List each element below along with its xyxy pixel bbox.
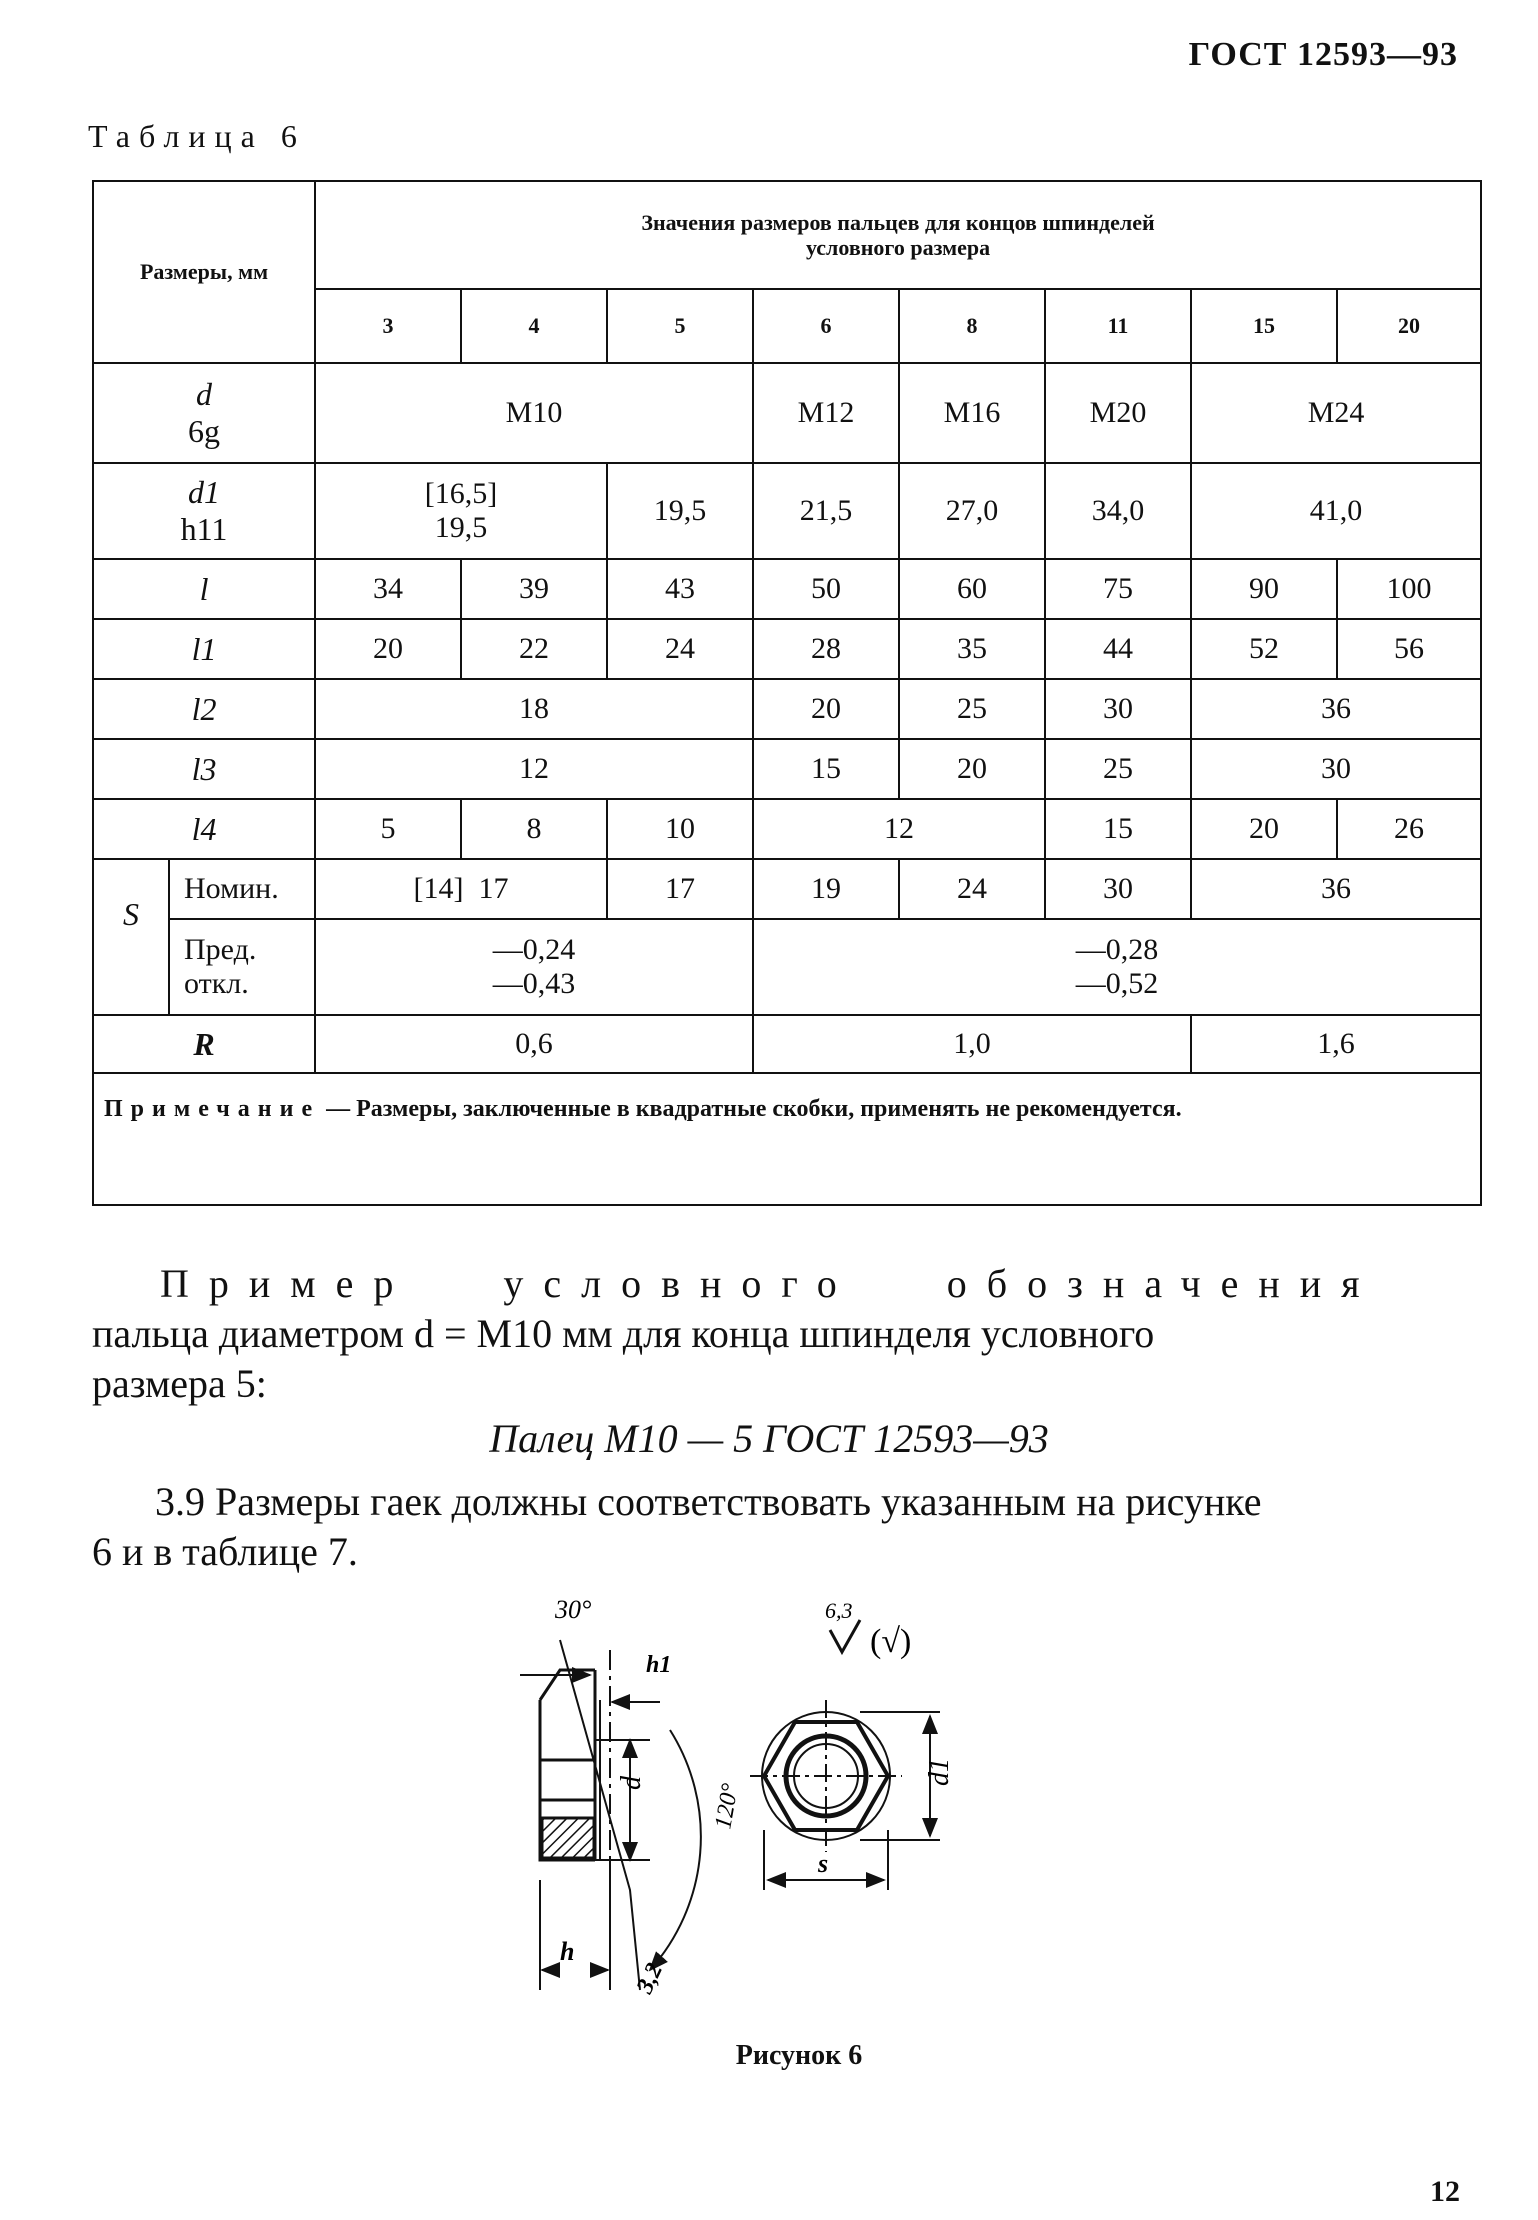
group-header-line2: условного размера [805,235,991,260]
table-cell: 100 [1337,559,1481,619]
table-row [93,919,1481,1015]
table-cell: 56 [1337,619,1481,679]
table-row [93,799,1481,859]
table-cell: 5 [315,799,461,859]
table-cell: 21,5 [753,463,899,559]
group-header [315,181,1481,289]
table-cell: 8 [461,799,607,859]
table-cell: 20 [1191,799,1337,859]
column-header: 4 [461,289,607,363]
angle-30-label: 30° [555,1595,592,1624]
column-header: 20 [1337,289,1481,363]
table-cell: 90 [1191,559,1337,619]
table-cell: 12 [753,799,1045,859]
table-cell: 30 [1191,739,1481,799]
column-header: 5 [607,289,753,363]
table-cell: 24 [607,619,753,679]
column-header: 8 [899,289,1045,363]
table-cell: 44 [1045,619,1191,679]
table-cell: M24 [1191,363,1481,463]
table-row [93,859,1481,919]
h1-label: h1 [646,1652,672,1678]
table-cell: [14] 17 [315,859,607,919]
roughness-32-label: 3,2 [631,1959,669,1998]
row-symbol-l4: l4 [93,799,315,859]
note-text: — Размеры, заключенные в квадратные скобки, применять не рекомендуется. [320,1096,1182,1122]
table-caption: Таблица 6 [88,118,306,154]
figure-caption: Рисунок 6 [735,2040,863,2071]
table-cell: 52 [1191,619,1337,679]
row-symbol-l: l [93,559,315,619]
table-row [93,619,1481,679]
page-number: 12 [1430,2175,1460,2208]
group-header-line1: Значения размеров пальцев для концов шпинделей [641,209,1155,235]
svg-text:6,3: 6,3 [825,1598,853,1623]
table-cell: 25 [1045,739,1191,799]
table-cell: 20 [899,739,1045,799]
table-cell: 22 [461,619,607,679]
row-sublabel-deviation: Пред. откл. [169,919,315,1015]
table-row [93,559,1481,619]
d-label: d [616,1776,647,1790]
table-row [93,1015,1481,1073]
table-cell: —0,24 —0,43 [315,919,753,1015]
table-cell: M12 [753,363,899,463]
h-label: h [560,1937,575,1966]
table-cell: [16,5] 19,5 [315,463,607,559]
table-cell: 1,6 [1191,1015,1481,1073]
table-cell: 27,0 [899,463,1045,559]
designation-example: Палец M10 — 5 ГОСТ 12593—93 [489,1416,1049,1461]
nut-drawing [500,1590,1100,2030]
column-header: 15 [1191,289,1337,363]
table-cell: —0,28 —0,52 [753,919,1481,1015]
column-header: 3 [315,289,461,363]
d1-label: d1 [924,1758,955,1786]
table-cell: 34,0 [1045,463,1191,559]
table-cell: 30 [1045,859,1191,919]
table-cell: M10 [315,363,753,463]
sizes-header: Размеры, мм [93,181,315,363]
table-row [93,463,1481,559]
table-cell: 20 [315,619,461,679]
clause-text: 3.9 Размеры гаек должны соответствовать указанным на рисунке [155,1479,1262,1524]
table-cell: 36 [1191,859,1481,919]
note-label: Примечание [104,1096,321,1122]
table-note [93,1073,1481,1205]
column-header: 6 [753,289,899,363]
table-cell: 34 [315,559,461,619]
table-cell: 19 [753,859,899,919]
table-cell: M16 [899,363,1045,463]
table-row [93,679,1481,739]
table-cell: 0,6 [315,1015,753,1073]
table-cell: 36 [1191,679,1481,739]
row-symbol-l2: l2 [93,679,315,739]
row-symbol-s: S [93,859,169,1015]
table-cell: 41,0 [1191,463,1481,559]
table-cell: M20 [1045,363,1191,463]
table-cell: 1,0 [753,1015,1191,1073]
table-cell: 35 [899,619,1045,679]
nut-side-view [540,1650,610,1860]
table-cell: 30 [1045,679,1191,739]
document-number: ГОСТ 12593—93 [1188,36,1458,73]
table-cell: 43 [607,559,753,619]
spec-table [92,180,1482,1206]
table-cell: 60 [899,559,1045,619]
row-symbol-l1: l1 [93,619,315,679]
table-cell: 18 [315,679,753,739]
table-row [93,363,1481,463]
row-symbol-d: d 6g [93,363,315,463]
designation-line: пальца диаметром d = M10 мм для конца шпинделя условного [92,1311,1155,1356]
svg-text:(√): (√) [870,1623,912,1660]
table-cell: 50 [753,559,899,619]
table-cell: 28 [753,619,899,679]
designation-line: размера 5: [92,1361,267,1406]
clause-text: 6 и в таблице 7. [92,1529,358,1574]
table-cell: 10 [607,799,753,859]
table-cell: 17 [607,859,753,919]
table-cell: 75 [1045,559,1191,619]
roughness-mark [825,1598,911,1660]
row-sublabel-nominal: Номин. [169,859,315,919]
nut-top-view [750,1700,902,1852]
s-label: s [818,1849,829,1878]
table-cell: 25 [899,679,1045,739]
row-symbol-l3: l3 [93,739,315,799]
column-header: 11 [1045,289,1191,363]
table-cell: 15 [753,739,899,799]
table-cell: 20 [753,679,899,739]
table-row [93,739,1481,799]
table-cell: 39 [461,559,607,619]
row-symbol-d1: d1 h11 [93,463,315,559]
designation-heading: Пример условного обозначения [160,1261,1380,1306]
table-cell: 15 [1045,799,1191,859]
table-cell: 19,5 [607,463,753,559]
table-cell: 26 [1337,799,1481,859]
table-cell: 12 [315,739,753,799]
angle-120-label: 120° [710,1781,744,1832]
row-symbol-r: R [93,1015,315,1073]
table-cell: 24 [899,859,1045,919]
